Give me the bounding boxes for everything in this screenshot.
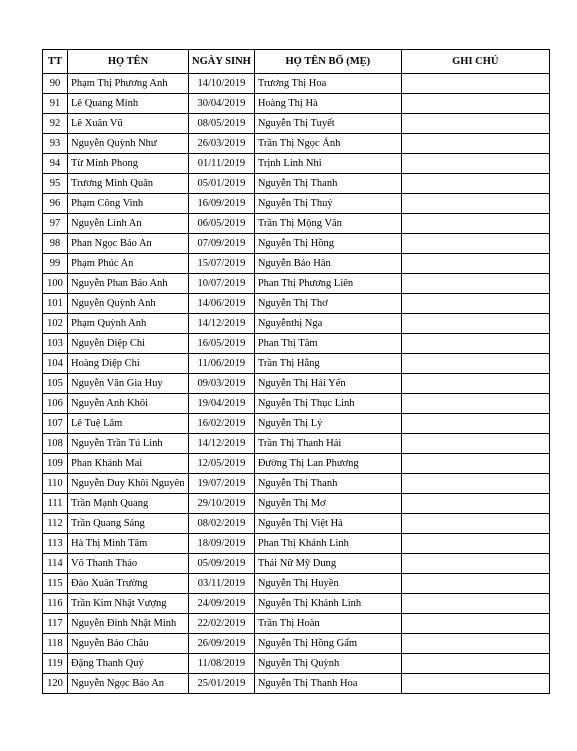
cell-dob: 19/07/2019	[189, 474, 255, 494]
cell-name: Hà Thị Minh Tâm	[68, 534, 189, 554]
cell-note	[401, 354, 549, 374]
cell-note	[401, 374, 549, 394]
cell-dob: 16/09/2019	[189, 194, 255, 214]
cell-parent: Phan Thị Khánh Linh	[254, 534, 401, 554]
cell-note	[401, 454, 549, 474]
cell-dob: 25/01/2019	[189, 674, 255, 694]
cell-parent: Nguyễn Thị Thanh Hoa	[254, 674, 401, 694]
table-row	[43, 634, 550, 654]
cell-dob: 05/09/2019	[189, 554, 255, 574]
cell-tt: 97	[43, 214, 68, 234]
cell-dob: 24/09/2019	[189, 594, 255, 614]
cell-name: Đặng Thanh Quý	[68, 654, 189, 674]
table-row	[43, 314, 550, 334]
cell-parent: Thái Nữ Mỹ Dung	[254, 554, 401, 574]
table-row	[43, 194, 550, 214]
table-row	[43, 434, 550, 454]
cell-note	[401, 134, 549, 154]
cell-tt: 106	[43, 394, 68, 414]
cell-parent: Trương Thị Hoa	[254, 74, 401, 94]
cell-note	[401, 594, 549, 614]
table-row	[43, 574, 550, 594]
table-row	[43, 554, 550, 574]
cell-note	[401, 174, 549, 194]
cell-name: Nguyễn Linh An	[68, 214, 189, 234]
cell-tt: 119	[43, 654, 68, 674]
table-row	[43, 354, 550, 374]
cell-dob: 05/01/2019	[189, 174, 255, 194]
cell-dob: 12/05/2019	[189, 454, 255, 474]
cell-dob: 16/02/2019	[189, 414, 255, 434]
cell-tt: 118	[43, 634, 68, 654]
table-row	[43, 654, 550, 674]
cell-note	[401, 114, 549, 134]
cell-tt: 105	[43, 374, 68, 394]
cell-dob: 09/03/2019	[189, 374, 255, 394]
cell-dob: 11/08/2019	[189, 654, 255, 674]
table-row	[43, 374, 550, 394]
cell-tt: 108	[43, 434, 68, 454]
cell-dob: 19/04/2019	[189, 394, 255, 414]
cell-name: Nguyễn Phan Bảo Anh	[68, 274, 189, 294]
cell-note	[401, 654, 549, 674]
cell-tt: 110	[43, 474, 68, 494]
table-row	[43, 274, 550, 294]
cell-name: Nguyễn Diệp Chi	[68, 334, 189, 354]
cell-tt: 103	[43, 334, 68, 354]
cell-parent: Nguyễn Thị Mơ	[254, 494, 401, 514]
cell-dob: 08/02/2019	[189, 514, 255, 534]
cell-name: Lê Quang Minh	[68, 94, 189, 114]
cell-name: Võ Thanh Thảo	[68, 554, 189, 574]
cell-dob: 26/03/2019	[189, 134, 255, 154]
cell-parent: Nguyễn Thị Hồng Gấm	[254, 634, 401, 654]
cell-note	[401, 314, 549, 334]
cell-parent: Nguyễn Thị Khánh Linh	[254, 594, 401, 614]
cell-name: Lê Xuân Vũ	[68, 114, 189, 134]
cell-name: Trương Minh Quân	[68, 174, 189, 194]
cell-parent: Trần Thị Hằng	[254, 354, 401, 374]
cell-tt: 101	[43, 294, 68, 314]
table-row	[43, 454, 550, 474]
cell-parent: Nguyễn Thị Lý	[254, 414, 401, 434]
cell-note	[401, 74, 549, 94]
cell-parent: Trần Thị Mộng Vân	[254, 214, 401, 234]
cell-tt: 104	[43, 354, 68, 374]
cell-name: Phạm Quỳnh Anh	[68, 314, 189, 334]
cell-dob: 03/11/2019	[189, 574, 255, 594]
cell-tt: 93	[43, 134, 68, 154]
cell-tt: 107	[43, 414, 68, 434]
cell-note	[401, 234, 549, 254]
cell-parent: Phan Thị Tâm	[254, 334, 401, 354]
cell-parent: Trần Thị Thanh Hải	[254, 434, 401, 454]
cell-name: Phạm Phúc An	[68, 254, 189, 274]
table-row	[43, 154, 550, 174]
cell-name: Nguyễn Anh Khôi	[68, 394, 189, 414]
cell-note	[401, 414, 549, 434]
table-header	[43, 50, 550, 74]
cell-tt: 120	[43, 674, 68, 694]
cell-note	[401, 514, 549, 534]
cell-note	[401, 394, 549, 414]
table-row	[43, 474, 550, 494]
cell-parent: Nguyễnthị Nga	[254, 314, 401, 334]
cell-note	[401, 614, 549, 634]
cell-tt: 90	[43, 74, 68, 94]
cell-name: Đào Xuân Trường	[68, 574, 189, 594]
cell-dob: 26/09/2019	[189, 634, 255, 654]
cell-note	[401, 634, 549, 654]
cell-tt: 94	[43, 154, 68, 174]
cell-note	[401, 334, 549, 354]
cell-parent: Nguyễn Thị Thanh	[254, 474, 401, 494]
header-tt: TT	[43, 50, 68, 74]
table-row	[43, 394, 550, 414]
cell-parent: Phan Thị Phương Liên	[254, 274, 401, 294]
cell-dob: 08/05/2019	[189, 114, 255, 134]
cell-name: Nguyễn Văn Gia Huy	[68, 374, 189, 394]
cell-name: Lê Tuệ Lâm	[68, 414, 189, 434]
cell-name: Trần Kim Nhật Vượng	[68, 594, 189, 614]
cell-name: Nguyễn Đình Nhật Minh	[68, 614, 189, 634]
cell-parent: Nguyễn Thị Thuý	[254, 194, 401, 214]
cell-dob: 18/09/2019	[189, 534, 255, 554]
cell-dob: 14/12/2019	[189, 434, 255, 454]
table-row	[43, 514, 550, 534]
cell-name: Từ Minh Phong	[68, 154, 189, 174]
table-row	[43, 334, 550, 354]
cell-note	[401, 214, 549, 234]
cell-dob: 10/07/2019	[189, 274, 255, 294]
header-note: GHI CHÚ	[401, 50, 549, 74]
cell-note	[401, 494, 549, 514]
cell-dob: 22/02/2019	[189, 614, 255, 634]
cell-parent: Nguyễn Thị Thục Linh	[254, 394, 401, 414]
cell-parent: Nguyễn Thị Quỳnh	[254, 654, 401, 674]
cell-dob: 15/07/2019	[189, 254, 255, 274]
cell-name: Nguyễn Bảo Châu	[68, 634, 189, 654]
cell-note	[401, 534, 549, 554]
cell-tt: 91	[43, 94, 68, 114]
cell-tt: 96	[43, 194, 68, 214]
table-row	[43, 594, 550, 614]
cell-note	[401, 254, 549, 274]
student-list-table	[42, 49, 550, 694]
cell-tt: 117	[43, 614, 68, 634]
cell-note	[401, 274, 549, 294]
cell-parent: Trịnh Linh Nhi	[254, 154, 401, 174]
cell-note	[401, 474, 549, 494]
cell-dob: 14/10/2019	[189, 74, 255, 94]
table-row	[43, 134, 550, 154]
cell-name: Nguyễn Quỳnh Như	[68, 134, 189, 154]
cell-dob: 01/11/2019	[189, 154, 255, 174]
cell-tt: 102	[43, 314, 68, 334]
cell-tt: 98	[43, 234, 68, 254]
cell-tt: 112	[43, 514, 68, 534]
cell-dob: 16/05/2019	[189, 334, 255, 354]
table-row	[43, 74, 550, 94]
header-dob: NGÀY SINH	[189, 50, 255, 74]
cell-name: Phạm Thị Phương Anh	[68, 74, 189, 94]
cell-tt: 99	[43, 254, 68, 274]
cell-name: Trần Mạnh Quang	[68, 494, 189, 514]
table-row	[43, 534, 550, 554]
cell-name: Nguyễn Ngọc Bảo An	[68, 674, 189, 694]
cell-tt: 114	[43, 554, 68, 574]
cell-dob: 29/10/2019	[189, 494, 255, 514]
cell-note	[401, 674, 549, 694]
cell-dob: 30/04/2019	[189, 94, 255, 114]
table-row	[43, 414, 550, 434]
table-row	[43, 494, 550, 514]
cell-name: Hoàng Diệp Chi	[68, 354, 189, 374]
cell-parent: Nguyễn Thị Thanh	[254, 174, 401, 194]
cell-note	[401, 294, 549, 314]
cell-tt: 111	[43, 494, 68, 514]
cell-parent: Nguyễn Thị Thơ	[254, 294, 401, 314]
table-row	[43, 254, 550, 274]
table-row	[43, 114, 550, 134]
cell-parent: Nguyễn Thị Tuyết	[254, 114, 401, 134]
table-row	[43, 174, 550, 194]
header-parent: HỌ TÊN BỐ (MẸ)	[254, 50, 401, 74]
cell-dob: 11/06/2019	[189, 354, 255, 374]
cell-tt: 95	[43, 174, 68, 194]
cell-note	[401, 94, 549, 114]
cell-parent: Nguyễn Thị Hồng	[254, 234, 401, 254]
header-row	[43, 50, 550, 74]
cell-parent: Nguyễn Thị Việt Hà	[254, 514, 401, 534]
cell-tt: 116	[43, 594, 68, 614]
cell-tt: 115	[43, 574, 68, 594]
cell-tt: 109	[43, 454, 68, 474]
cell-parent: Hoàng Thị Hà	[254, 94, 401, 114]
table-row	[43, 614, 550, 634]
cell-parent: Đường Thị Lan Phương	[254, 454, 401, 474]
cell-parent: Trần Thị Ngọc Ánh	[254, 134, 401, 154]
cell-dob: 14/06/2019	[189, 294, 255, 314]
cell-parent: Nguyễn Thị Hải Yến	[254, 374, 401, 394]
cell-name: Phan Ngọc Bảo An	[68, 234, 189, 254]
cell-parent: Nguyễn Bảo Hân	[254, 254, 401, 274]
cell-dob: 14/12/2019	[189, 314, 255, 334]
header-name: HỌ TÊN	[68, 50, 189, 74]
table-row	[43, 234, 550, 254]
cell-tt: 113	[43, 534, 68, 554]
table-body	[43, 74, 550, 694]
table-row	[43, 294, 550, 314]
table-row	[43, 94, 550, 114]
cell-dob: 07/09/2019	[189, 234, 255, 254]
cell-note	[401, 194, 549, 214]
cell-name: Trần Quang Sáng	[68, 514, 189, 534]
cell-note	[401, 154, 549, 174]
cell-tt: 92	[43, 114, 68, 134]
cell-name: Nguyễn Duy Khôi Nguyên	[68, 474, 189, 494]
cell-name: Nguyễn Trần Tú Linh	[68, 434, 189, 454]
cell-note	[401, 554, 549, 574]
cell-name: Nguyễn Quỳnh Anh	[68, 294, 189, 314]
cell-note	[401, 574, 549, 594]
table-row	[43, 214, 550, 234]
cell-parent: Trần Thị Hoàn	[254, 614, 401, 634]
cell-name: Phạm Công Vinh	[68, 194, 189, 214]
cell-parent: Nguyễn Thị Huyền	[254, 574, 401, 594]
cell-dob: 06/05/2019	[189, 214, 255, 234]
table-row	[43, 674, 550, 694]
cell-tt: 100	[43, 274, 68, 294]
cell-note	[401, 434, 549, 454]
cell-name: Phan Khánh Mai	[68, 454, 189, 474]
